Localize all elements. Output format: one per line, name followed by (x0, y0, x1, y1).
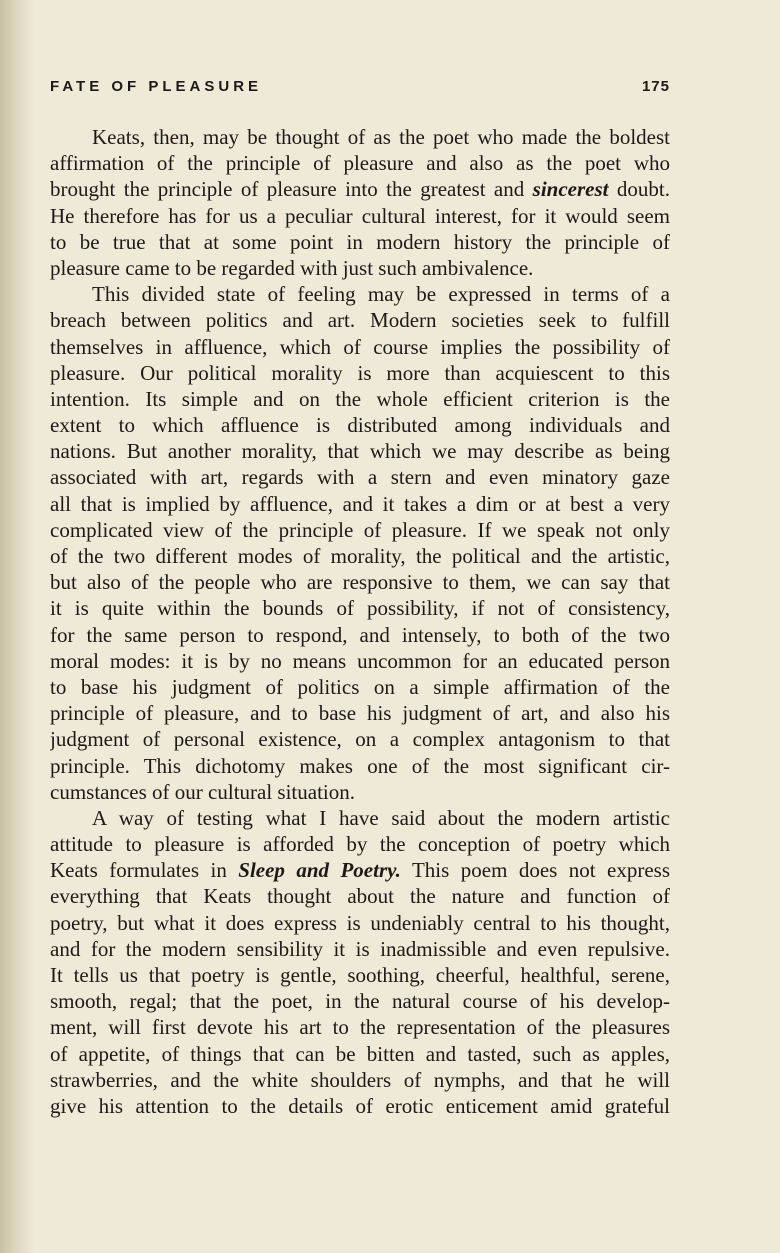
text-line: Keats, then, may be thought of as the poet who made the boldest (92, 125, 670, 149)
text-line: nations. But another morality, that which we may describe as being (50, 439, 670, 464)
text-line: breach between politics and art. Modern societies seek to fulfill (50, 308, 670, 333)
text-line: of the two different modes of morality, the political and the artistic, (50, 544, 670, 568)
text-line: of appetite, of things that can be bitten and tasted, such as apples, (50, 1041, 670, 1066)
text-run: doubt. (608, 177, 670, 202)
text-line (50, 176, 670, 202)
text-line: cumstances of our cultural situation. (50, 779, 356, 804)
text-line: affirmation of the principle of pleasure and also as the poet who (50, 151, 670, 176)
page-number: 175 (641, 78, 670, 95)
text-line: This divided state of feeling may be expressed in terms of a (92, 282, 670, 307)
text-line: principle. This dichotomy makes one of the most significant cir- (50, 753, 670, 778)
text-line: complicated view of the principle of pleasure. If we speak not only (50, 517, 670, 542)
text-line: to be true that at some point in modern history the principle of (50, 229, 670, 254)
text-line: He therefore has for us a peculiar cultural interest, for it would seem (50, 203, 670, 228)
text-line (50, 857, 670, 883)
italic-word: sincerest (532, 177, 609, 202)
text-line: strawberries, and the white shoulders of nymphs, and that he will (50, 1067, 670, 1092)
text-run: This poem does not express (400, 858, 670, 883)
text-line: to base his judgment of politics on a simple affirmation of the (50, 674, 670, 699)
paragraph-3 (50, 805, 670, 1119)
text-run: Keats formulates in (50, 858, 239, 883)
text-line: everything that Keats thought about the nature and function of (50, 884, 670, 909)
text-line: intention. Its simple and on the whole efficient criterion is the (50, 386, 670, 411)
text-line: A way of testing what I have said about the modern artistic (92, 805, 670, 830)
text-line: attitude to pleasure is afforded by the conception of poetry which (50, 832, 670, 857)
text-line: poetry, but what it does express is undeniably central to his thought, (50, 910, 670, 935)
text-line: extent to which affluence is distributed among individuals and (50, 413, 670, 438)
paragraph-2 (50, 281, 670, 805)
text-line: ment, will first devote his art to the representation of the pleasures (50, 1015, 670, 1040)
paragraph-1 (50, 124, 670, 281)
text-line: and for the modern sensibility it is inadmissible and even repulsive. (50, 936, 670, 961)
text-line: themselves in affluence, which of course implies the possibility of (50, 334, 670, 359)
text-run: brought the principle of pleasure into the greatest and (50, 177, 533, 202)
text-line: It tells us that poetry is gentle, soothing, cheerful, healthful, serene, (50, 963, 670, 987)
text-line: moral modes: it is by no means uncommon for an educated person (50, 648, 670, 673)
text-line: principle of pleasure, and to base his judgment of art, and also his (50, 701, 670, 726)
italic-title: Sleep and Poetry. (238, 858, 401, 883)
page-header (50, 78, 670, 102)
text-line: but also of the people who are responsive to them, we can say that (50, 570, 670, 595)
text-line: judgment of personal existence, on a complex antagonism to that (50, 727, 670, 752)
text-line: all that is implied by affluence, and it takes a dim or at best a very (50, 491, 670, 516)
text-line: for the same person to respond, and intensely, to both of the two (50, 622, 670, 647)
text-line: pleasure came to be regarded with just such ambivalence. (50, 255, 534, 280)
text-line: pleasure. Our political morality is more than acquiescent to this (50, 360, 670, 385)
text-line: smooth, regal; that the poet, in the natural course of his develop- (50, 989, 670, 1014)
text-line: it is quite within the bounds of possibility, if not of consistency, (50, 596, 670, 621)
text-line: associated with art, regards with a stern and even minatory gaze (50, 465, 670, 490)
body-text (50, 124, 670, 1119)
running-head: FATE OF PLEASURE (50, 78, 263, 95)
text-line: give his attention to the details of erotic enticement amid grateful (50, 1093, 670, 1118)
